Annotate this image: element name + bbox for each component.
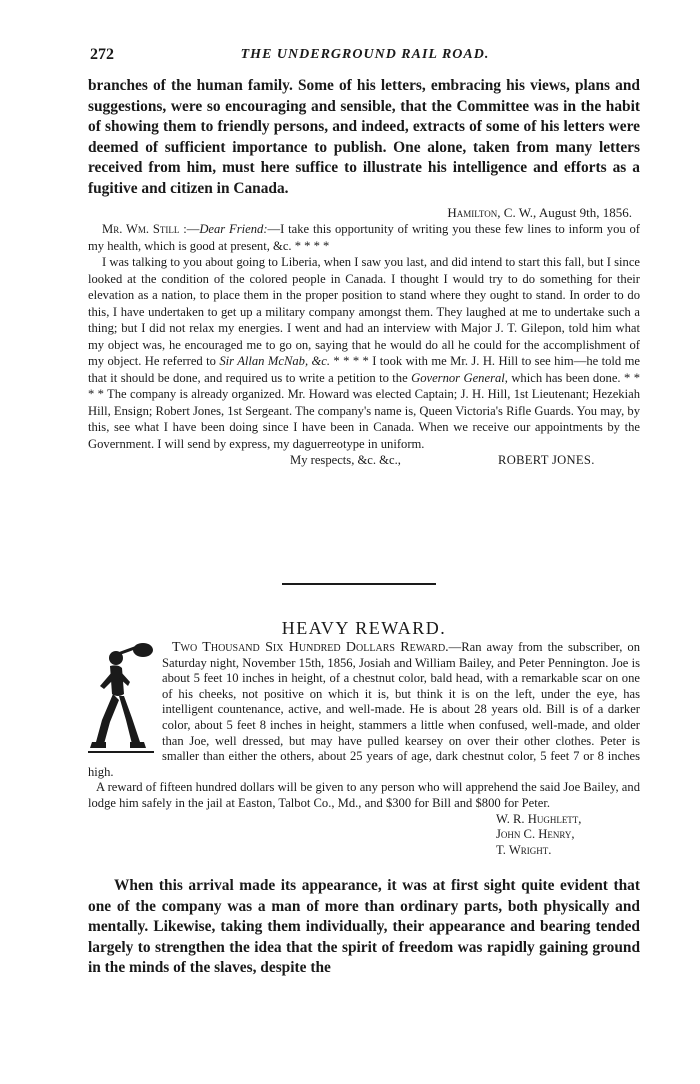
letter-para-2-name: Sir Allan McNab, &c.	[219, 354, 331, 368]
letter-opening: Mr. Wm. Still :—Dear Friend:—I take this opportunity of writing you these few lines to inform you of my health, which is good at present, &c. * * * *	[88, 222, 640, 253]
letter-para-2-b: * * * * I took with me Mr. J. H. Hill to see him—he told me that it should be done, and required us to write a petition to the	[88, 354, 640, 385]
advertisement-description: —Ran away from the subscriber, on Saturday night, November 15th, 1856, Josiah and William Bailey, and Peter Pennington. Joe is about 5 feet 10 inches in height, of a chestnut color, bald head, with a remarkable scar on one of his cheeks, not positive on which it is, but think it is on the left, under the eye, has intelligent countenance, active, and well-made. He is about 28 years old. Bill is of a darker color, about 5 feet 8 inches in height, stammers a little when confused, well-made, and older than Joe, well dressed, but may have pulled kearsey on over their other clothes. Peter is smaller than either the others, about 25 years of age, dark chestnut color, 5 feet 7 or 8 inches high.	[88, 640, 640, 779]
intro-paragraph: branches of the human family. Some of his letters, embracing his views, plans and suggestions, were so encouraging and sensible, that the Committee was in the habit of showing them to friendly persons, and indeed, extracts of some of his letters were deemed of sufficient importance to publish. One alone, taken from many letters received from him, must here suffice to illustrate his intelligence and efforts as a fugitive and citizen in Canada.	[88, 77, 640, 197]
letter-para-1: —I take this opportunity of writing you these few lines to inform you of my health, which is good at present, &c. * * * *	[88, 222, 640, 253]
letter-salutation: Dear Friend:	[199, 222, 268, 236]
dateline-date: , C. W., August 9th, 1856.	[497, 205, 632, 220]
runaway-figure-icon	[88, 642, 156, 758]
letter	[88, 205, 640, 470]
advertisement-reward: A reward of fifteen hundred dollars will be given to any person who will apprehend the said Joe Bailey, and lodge him safely in the jail at Easton, Talbot Co., Md., and $300 for Bill and $800 for Peter.	[88, 780, 640, 810]
letter-signature: ROBERT JONES.	[498, 453, 595, 467]
page-number: 272	[90, 46, 114, 63]
signer-2: John C. Henry,	[496, 827, 575, 842]
advertisement-body	[88, 640, 640, 780]
signer-3: T. Wright.	[496, 842, 552, 857]
closing-paragraph: When this arrival made its appearance, it was at first sight quite evident that one of the company was a man of more than ordinary parts, both physically and mentally. Likewise, taking them individually, their appearance and bearing tended largely to strengthen the idea that the spirit of freedom was rapidly gaining ground in the minds of the slaves, despite the	[88, 877, 640, 977]
dateline-place: Hamilton	[447, 205, 498, 220]
letter-para-2-gov: Governor General	[411, 370, 505, 385]
letter-para-2-c: , which has been done. * * * * The company is already organized. Mr. Howard was elected Captain; J. H. Hill, 1st Lieutenant; Hezekiah Hill, Ensign; Robert Jones, 1st Sergeant. The company's name is, Queen Victoria's Rifle Guards. You may, by this, see what I have been doing since I have been in Canada. When we receive our appointments by the Government. I will send by express, my daguerreotype in uniform.	[88, 370, 640, 451]
advertisement-title: HEAVY REWARD.	[281, 618, 447, 638]
letter-dateline	[88, 205, 640, 221]
signer-1: W. R. Hughlett,	[496, 811, 582, 826]
letter-addressee: Mr. Wm. Still	[102, 222, 180, 236]
reward-advertisement	[88, 640, 640, 858]
section-divider	[282, 583, 436, 585]
advertisement-signers	[496, 812, 640, 859]
advertisement-lead: Two Thousand Six Hundred Dollars Reward.	[172, 640, 449, 655]
running-head: THE UNDERGROUND RAIL ROAD.	[240, 47, 490, 62]
letter-signoff	[88, 452, 640, 470]
letter-para-2	[88, 254, 640, 452]
letter-closing: My respects, &c. &c.,	[290, 453, 401, 467]
letter-para-2-a: I was talking to you about going to Liberia, when I saw you last, and did intend to start this fall, but I since looked at the condition of the colored people in Canada. I thought I would try to do something for their elevation as a nation, to place them in the proper position to stand where they ought to stand. In order to do this, I have undertaken to get up a military company amongst them. They laughed at me to undertake such a thing; but I did not relax my energies. I went and had an interview with Major J. T. Gilepon, told him what my object was, he encouraged me to go on, saying that he would do all he could for the accomplishment of my object. He referred to	[88, 255, 640, 368]
page-header	[90, 46, 640, 68]
